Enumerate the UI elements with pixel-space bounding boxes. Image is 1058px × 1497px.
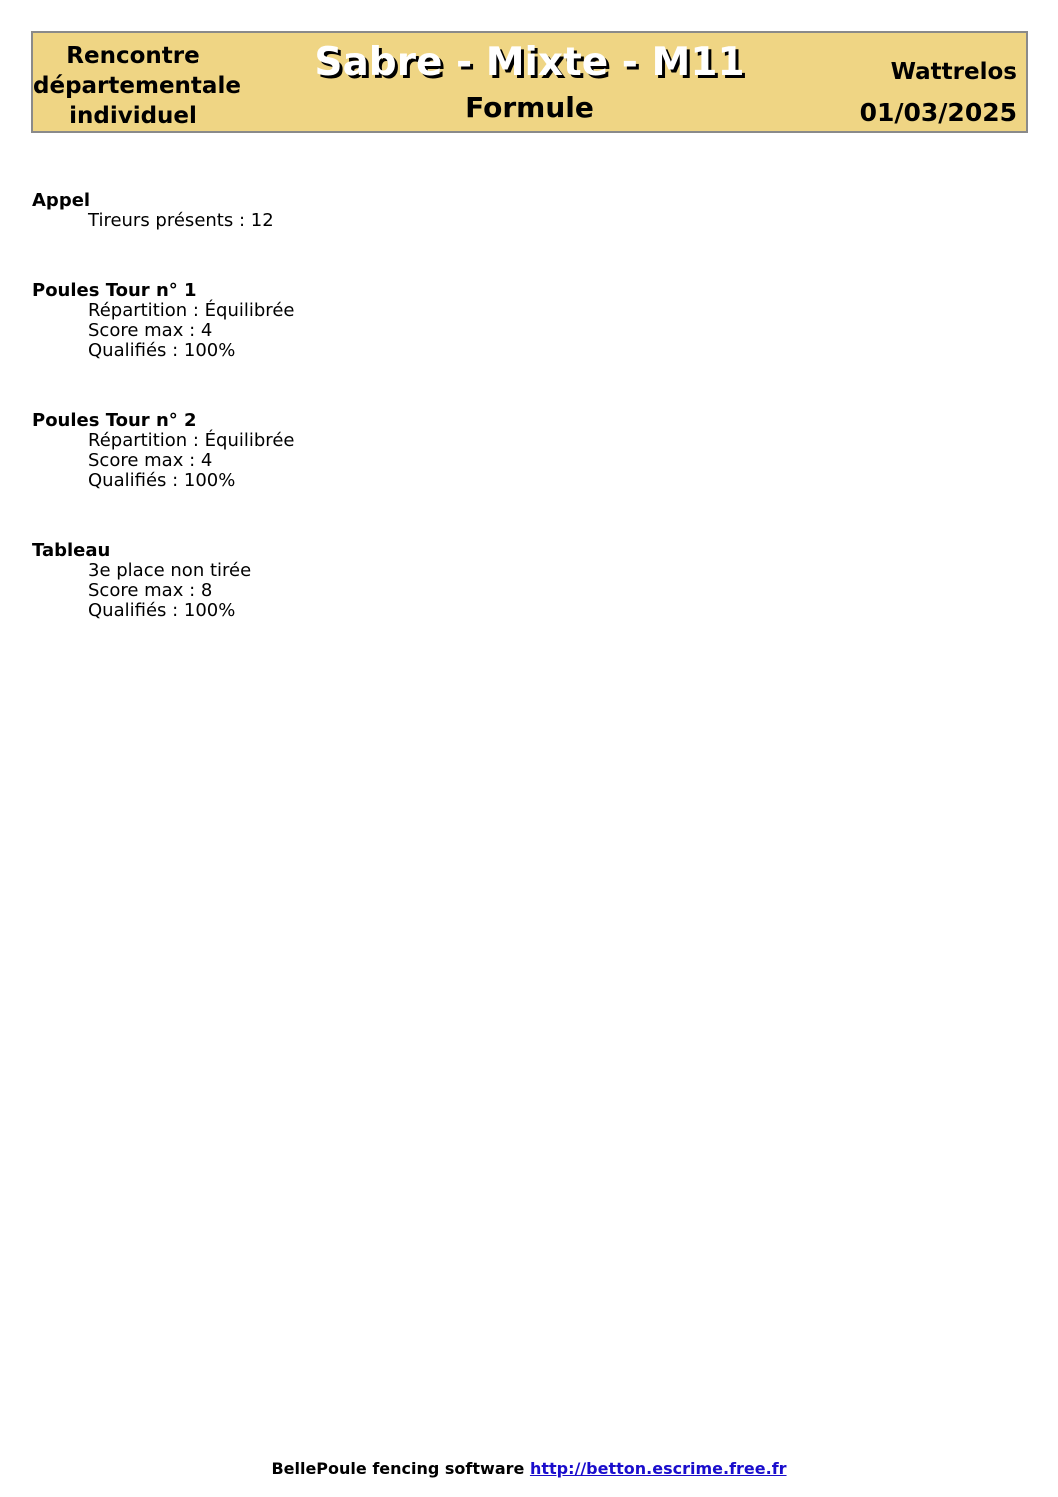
section-line: Tireurs présents : 12 xyxy=(88,210,274,231)
section-line: Qualifiés : 100% xyxy=(88,340,236,361)
footer-link[interactable]: http://betton.escrime.free.fr xyxy=(529,1459,787,1478)
section-poules-tour-2 xyxy=(32,411,732,491)
section-line: Répartition : Équilibrée xyxy=(88,300,295,321)
page-footer xyxy=(0,1458,1058,1480)
section-title: Poules Tour n° 1 xyxy=(32,280,197,301)
section-tableau xyxy=(32,541,732,621)
section-title: Poules Tour n° 2 xyxy=(32,410,197,431)
page-title: Sabre - Mixte - M11 xyxy=(314,40,745,85)
section-line: 3e place non tirée xyxy=(88,560,252,581)
location: Wattrelos xyxy=(890,59,1017,85)
competition-type xyxy=(33,41,241,131)
section-line: Qualifiés : 100% xyxy=(88,470,236,491)
section-line: Qualifiés : 100% xyxy=(88,600,236,621)
section-line: Répartition : Équilibrée xyxy=(88,430,295,451)
page-subtitle: Formule xyxy=(465,91,594,124)
footer-text: BellePoule fencing software xyxy=(271,1459,525,1478)
competition-type-line: Rencontre xyxy=(66,43,200,69)
section-line: Score max : 8 xyxy=(88,580,213,601)
section-title: Tableau xyxy=(32,540,111,561)
competition-type-line: départementale xyxy=(33,73,241,99)
formula-content xyxy=(32,191,732,671)
date: 01/03/2025 xyxy=(859,98,1017,127)
section-line: Score max : 4 xyxy=(88,320,213,341)
competition-type-line: individuel xyxy=(69,103,197,129)
page-header xyxy=(31,31,1028,133)
section-line: Score max : 4 xyxy=(88,450,213,471)
section-appel xyxy=(32,191,732,231)
section-poules-tour-1 xyxy=(32,281,732,361)
section-title: Appel xyxy=(32,190,91,211)
